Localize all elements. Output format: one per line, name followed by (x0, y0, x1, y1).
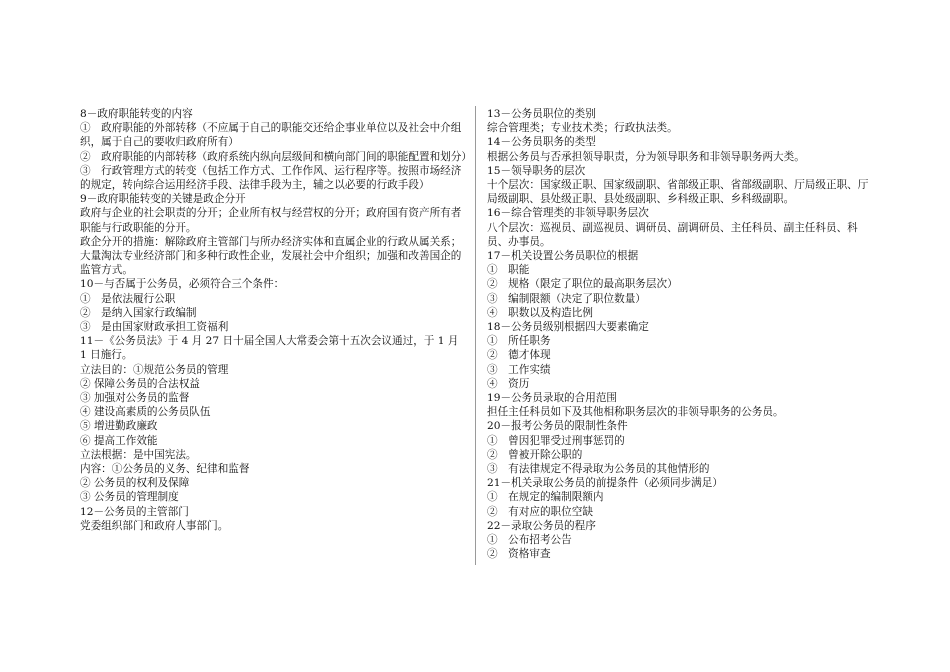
text-line: 15－领导职务的层次 (487, 164, 586, 177)
text-line: ① 职能 (487, 264, 530, 277)
text-line: 内容：①公务员的义务、纪律和监督 (80, 463, 250, 476)
text-line: 根据公务员与否承担领导职责，分为领导职务和非领导职务两大类。 (487, 150, 805, 163)
text-line: 14－公务员职务的类型 (487, 136, 596, 149)
text-line: ② 政府职能的内部转移（政府系统内纵向层级间和横向部门间的职能配置和划分） (80, 150, 472, 163)
text-line: ① 是依法履行公职 (80, 292, 176, 305)
left-column (80, 107, 472, 533)
text-line: 22－录取公务员的程序 (487, 519, 596, 532)
text-line: ③ 编制限额（决定了职位数量） (487, 292, 646, 305)
text-line: 19－公务员录取的合用范围 (487, 392, 618, 405)
text-line: 12－公务员的主管部门 (80, 505, 189, 518)
text-line: ④ 资历 (487, 377, 530, 390)
text-line: ① 在规定的编制限额内 (487, 491, 604, 504)
text-line: ③ 有法律规定不得录取为公务员的其他情形的 (487, 463, 710, 476)
text-line: ① 公布招考公告 (487, 534, 572, 547)
text-line: 21－机关录取公务员的前提条件（必须同步满足） (487, 477, 723, 490)
text-line: 政府与企业的社会职责的分开；企业所有权与经营权的分开；政府国有资产所有者职能与行政职能的分开。 (80, 207, 462, 234)
text-line: ① 曾因犯罪受过刑事惩罚的 (487, 434, 625, 447)
text-line: ① 所任职务 (487, 335, 551, 348)
text-line: 立法目的：①规范公务员的管理 (80, 363, 229, 376)
text-line: 10－与否属于公务员，必须符合三个条件： (80, 278, 285, 291)
text-line: 11－《公务员法》于 4 月 27 日十届全国人大常委会第十五次会议通过，于 1 月 1 日施行。 (80, 335, 459, 362)
text-line: ③ 是由国家财政承担工资福利 (80, 321, 229, 334)
text-line: 18－公务员级别根据四大要素确定 (487, 321, 649, 334)
text-line: ③ 行政管理方式的转变（包括工作方式、工作作风、运行程序等。按照市场经济的规定，转向综合运用经济手段、法律手段为主，辅之以必要的行政手段） (80, 164, 462, 192)
text-line: ④ 建设高素质的公务员队伍 (80, 406, 211, 419)
text-line: ① 政府职能的外部转移（不应属于自己的职能交还给企事业单位以及社会中介组织，属于自己的要收归政府所有） (80, 122, 462, 149)
text-line: 综合管理类；专业技术类；行政执法类。 (487, 122, 678, 135)
text-line: 立法根据：是中国宪法。 (80, 448, 197, 461)
text-line: ② 公务员的权利及保障 (80, 477, 190, 490)
text-line: 20－报考公务员的限制性条件 (487, 420, 628, 433)
text-line: ② 规格（限定了职位的最高职务层次） (487, 278, 678, 291)
text-line: 17－机关设置公务员职位的根据 (487, 250, 639, 263)
text-line: ② 曾被开除公职的 (487, 448, 583, 461)
right-column (487, 107, 871, 562)
text-line: ② 资格审查 (487, 548, 551, 561)
text-line: ③ 公务员的管理制度 (80, 491, 179, 504)
text-line: 党委组织部门和政府人事部门。 (80, 519, 229, 532)
text-line: 16－综合管理类的非领导职务层次 (487, 207, 649, 220)
text-line: ⑥ 提高工作效能 (80, 434, 158, 447)
text-line: ② 德才体现 (487, 349, 551, 362)
text-line: 9－政府职能转变的关键是政企分开 (80, 193, 246, 206)
text-line: 十个层次：国家级正职、国家级副职、省部级正职、省部级副职、厅局级正职、厅局级副职、县处级正职、县处级副职、乡科级正职、乡科级副职。 (487, 179, 869, 206)
text-line: 政企分开的措施：解除政府主管部门与所办经济实体和直属企业的行政从属关系；大量淘汰专业经济部门和多种行政性企业，发展社会中介组织；加强和改善国企的监管方式。 (80, 235, 462, 277)
text-line: 八个层次：巡视员、副巡视员、调研员、副调研员、主任科员、副主任科员、科员、办事员。 (487, 221, 858, 248)
text-line: ④ 职数以及构造比例 (487, 306, 593, 319)
text-line: 担任主任科员如下及其他相称职务层次的非领导职务的公务员。 (487, 406, 784, 419)
text-line: ② 是纳入国家行政编制 (80, 306, 197, 319)
text-line: 8－政府职能转变的内容 (80, 108, 193, 120)
text-line: ⑤ 增进勤政廉政 (80, 420, 158, 433)
text-line: ③ 工作实绩 (487, 363, 551, 376)
column-divider (475, 106, 476, 565)
text-line: 13－公务员职位的类别 (487, 108, 596, 120)
text-line: ③ 加强对公务员的监督 (80, 392, 190, 405)
text-line: ② 保障公务员的合法权益 (80, 377, 200, 390)
text-line: ② 有对应的职位空缺 (487, 505, 593, 518)
